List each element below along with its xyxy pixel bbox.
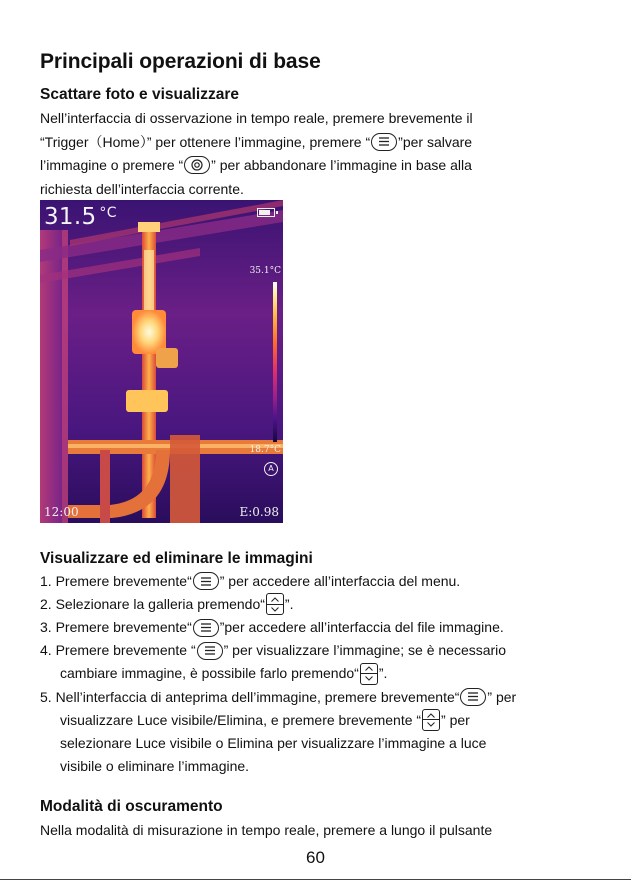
text-fragment: ”per accedere all’interfaccia del file immagine.: [219, 619, 504, 636]
up-down-button-icon: [360, 663, 378, 685]
text-fragment: ” per visualizzare l’immagine; se è necessario: [223, 642, 507, 659]
menu-button-icon: [193, 572, 219, 590]
temperature-value: 31.5: [44, 204, 97, 230]
pipe-highlight: [144, 250, 154, 310]
text-fragment: 4. Premere brevemente “: [40, 642, 196, 659]
pipe-drop: [100, 450, 110, 523]
flange: [138, 222, 160, 232]
text-fragment: ”per salvare: [398, 133, 473, 150]
text-fragment: 3. Premere brevemente“: [40, 619, 192, 636]
menu-button-icon: [460, 688, 486, 706]
list-item: [40, 616, 615, 639]
list-item: [40, 570, 615, 593]
text-fragment: 5. Nell’interfaccia di anteprima dell’immagine, premere brevemente“: [40, 688, 460, 705]
list-item-continuation: selezionare Luce visibile o Elimina per visualizzare l’immagine a luce: [60, 734, 487, 751]
battery-icon: [257, 208, 275, 217]
text-fragment: ” per: [441, 711, 470, 728]
text-fragment: l’immagine o premere “: [40, 157, 184, 173]
text-fragment: ” per: [487, 688, 517, 705]
text-fragment: visualizzare Luce visibile/Elimina, e premere brevemente “: [60, 711, 422, 728]
text-fragment: cambiare immagine, è possibile farlo premendo“: [60, 665, 359, 682]
page-heading: Principali operazioni di base: [40, 50, 321, 73]
menu-button-icon: [193, 619, 219, 637]
text-fragment: “Trigger（Home）” per ottenere l’immagine, premere “: [40, 133, 371, 150]
text-fragment: 2. Selezionare la galleria premendo“: [40, 596, 265, 612]
section-dark-mode-paragraph: [40, 819, 600, 843]
list-item-continuation: [40, 709, 615, 732]
list-item-continuation: visibile o eliminare l’immagine.: [60, 757, 250, 774]
menu-button-icon: [197, 642, 223, 660]
paragraph-line: [40, 131, 600, 155]
section-title-photo: Scattare foto e visualizzare: [40, 86, 239, 103]
section-photo-paragraph: [40, 107, 600, 201]
up-down-button-icon: [422, 709, 440, 731]
up-down-button-icon: [266, 593, 284, 615]
color-scale-bar: [273, 282, 277, 442]
section-title-dark-mode: Modalità di oscuramento: [40, 798, 223, 815]
page-number: 60: [306, 848, 325, 867]
list-item: [40, 686, 615, 778]
text-fragment: ” per abbandonare l’immagine in base alla: [211, 157, 472, 173]
list-item: [40, 593, 615, 616]
thermal-image: [40, 200, 283, 523]
list-item: [40, 639, 615, 685]
list-item-continuation: [40, 662, 615, 685]
paragraph-line: [40, 154, 600, 178]
battery-fill: [259, 210, 270, 215]
auto-mode-icon: A: [264, 462, 278, 476]
home-button-icon: [184, 156, 210, 174]
temperature-unit: °C: [99, 205, 117, 221]
thermal-scene: [40, 200, 283, 523]
clock-readout: 12:00: [44, 505, 79, 519]
valve: [156, 348, 178, 368]
text-fragment: ”.: [378, 665, 388, 682]
footer-rule: [0, 879, 631, 880]
paragraph-line: Nell’interfaccia di osservazione in tempo reale, premere brevemente il: [40, 110, 473, 126]
gallery-steps-list: [40, 570, 615, 778]
emissivity-readout: E:0.98: [239, 505, 279, 519]
center-temperature: [44, 204, 117, 230]
text-fragment: ” per accedere all’interfaccia del menu.: [219, 573, 461, 589]
scale-min-label: 18.7°C: [249, 445, 281, 455]
valve: [126, 390, 168, 412]
text-fragment: ”.: [284, 596, 294, 612]
scale-max-label: 35.1°C: [249, 266, 281, 276]
section-title-gallery: Visualizzare ed eliminare le immagini: [40, 550, 313, 567]
menu-button-icon: [371, 133, 397, 151]
paragraph-line: Nella modalità di misurazione in tempo reale, premere a lungo il pulsante: [40, 822, 493, 838]
paragraph-line: richiesta dell’interfaccia corrente.: [40, 180, 244, 197]
text-fragment: 1. Premere brevemente“: [40, 573, 192, 589]
valve: [132, 310, 166, 354]
pipe-drop: [170, 435, 200, 523]
